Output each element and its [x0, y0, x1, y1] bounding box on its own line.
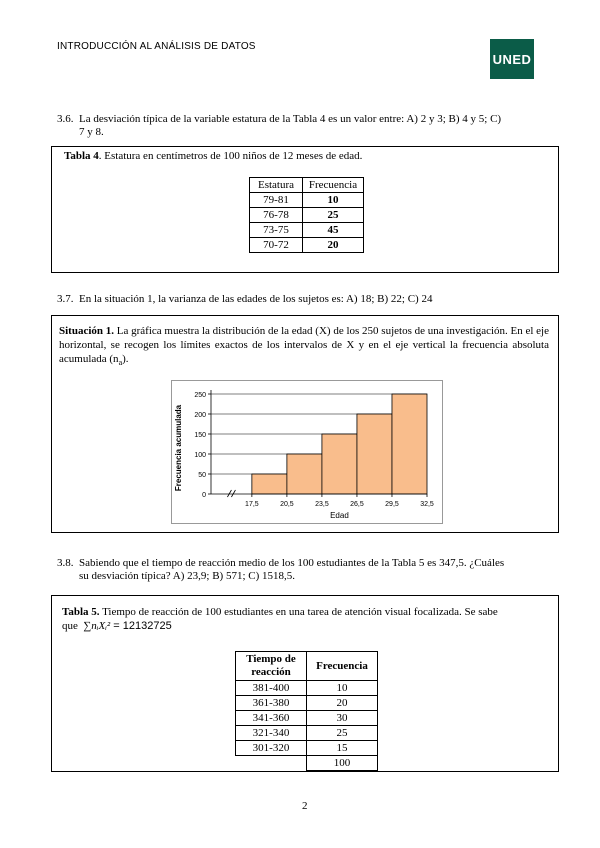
table-row: 321-340 25 [236, 726, 378, 741]
table-row: 79-81 10 [250, 193, 364, 208]
y-tick-label: 0 [202, 492, 206, 499]
y-axis-title: Frecuencia acumulada [174, 404, 183, 492]
sum-formula: ∑nᵢXᵢ² [83, 620, 111, 632]
y-tick-label: 50 [198, 472, 206, 479]
histogram-bar [287, 454, 322, 494]
page-header: INTRODUCCIÓN AL ANÁLISIS DE DATOS [57, 41, 256, 52]
table-row: 76-78 25 [250, 208, 364, 223]
table-row: 341-360 30 [236, 711, 378, 726]
x-tick-label: 23,5 [315, 501, 329, 508]
table-row: 381-400 10 [236, 681, 378, 696]
y-tick-label: 250 [194, 392, 206, 399]
y-tick-label: 100 [194, 452, 206, 459]
x-tick-label: 20,5 [280, 501, 294, 508]
histogram-bar [252, 474, 287, 494]
situation-1-text: Situación 1. La gráfica muestra la distribución de la edad (X) de los 250 sujetos de una investigación. En el eje horizontal, se recogen los límites exactos de los intervalos de X y en el eje vertical la frecuencia absoluta acumulada $(n_a)$. [59, 325, 549, 368]
histogram-bar [392, 394, 427, 494]
histogram-bar [322, 434, 357, 494]
table-row: 70-72 20 [250, 238, 364, 253]
table-header: Tiempo de reacción [236, 652, 307, 681]
situation-1-box [51, 315, 559, 533]
x-tick-label: 17,5 [245, 501, 259, 508]
x-axis-title: Edad [330, 511, 349, 520]
question-3-7: 3.7. En la situación 1, la varianza de las edades de los sujetos es: A) 18; B) 22; C) 24 [57, 293, 433, 305]
question-3-8: 3.8. Sabiendo que el tiempo de reacción medio de los 100 estudiantes de la Tabla 5 es 347,5. ¿Cuáles su desviación típica? A) 23,9; B) 571; C) 1518,5. [57, 557, 505, 582]
table-header: Frecuencia [303, 178, 364, 193]
table-5-box [51, 595, 559, 772]
table-header: Frecuencia [307, 652, 378, 681]
table-5 [235, 651, 378, 771]
y-tick-label: 150 [194, 432, 206, 439]
page-number: 2 [302, 800, 308, 812]
table-row: 301-320 15 [236, 741, 378, 756]
x-tick-label: 29,5 [385, 501, 399, 508]
table-total-row: 100 [236, 756, 378, 771]
table-header: Estatura [250, 178, 303, 193]
table-row: 361-380 20 [236, 696, 378, 711]
histogram-bar [357, 414, 392, 494]
table-row: 73-75 45 [250, 223, 364, 238]
table-4-box [51, 146, 559, 273]
table-4 [249, 177, 364, 253]
y-tick-label: 200 [194, 412, 206, 419]
x-tick-label: 32,5 [420, 501, 434, 508]
question-3-6: 3.6. La desviación típica de la variable estatura de la Tabla 4 es un valor entre: A) 2 y 3; B) 4 y 5; C) 7 y 8. [57, 113, 502, 138]
table-5-caption: Tabla 5. Tiempo de reacción de 100 estudiantes en una tarea de atención visual focalizada. Se sabe que ∑nᵢXᵢ² = 12132725 [62, 606, 498, 632]
table-4-caption: Tabla 4. Estatura en centímetros de 100 niños de 12 meses de edad. [64, 150, 363, 162]
uned-logo: UNED [490, 39, 534, 79]
x-tick-label: 26,5 [350, 501, 364, 508]
cumulative-frequency-histogram [171, 380, 443, 524]
